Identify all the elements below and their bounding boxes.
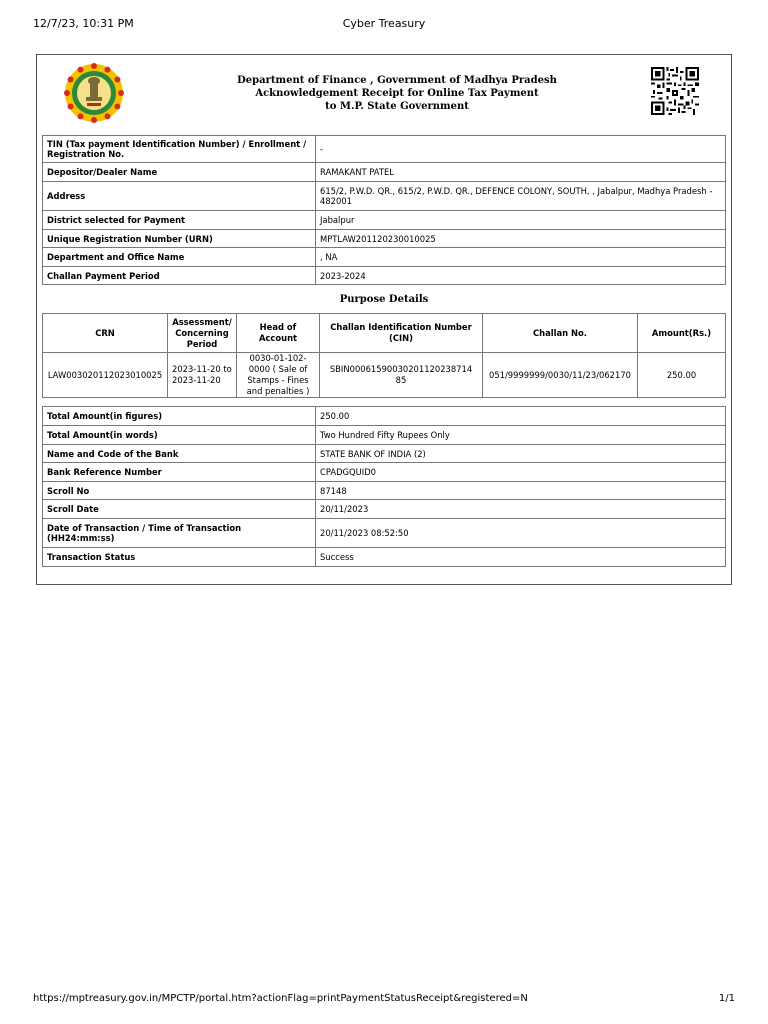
payer-info-table xyxy=(42,135,726,285)
bank-value: STATE BANK OF INDIA (2) xyxy=(316,445,726,463)
receipt-frame xyxy=(36,54,732,585)
print-page-number: 1/1 xyxy=(718,993,735,1004)
bank-label: Name and Code of the Bank xyxy=(43,445,316,463)
cin-header: Challan Identification Number (CIN) xyxy=(320,314,483,353)
mp-government-emblem-icon xyxy=(64,63,124,123)
total-words-label: Total Amount(in words) xyxy=(43,426,316,445)
table-row xyxy=(43,500,726,519)
heading-line-receipt: Acknowledgement Receipt for Online Tax Payment xyxy=(255,88,539,99)
address-label: Address xyxy=(43,182,316,211)
scroll-date-value: 20/11/2023 xyxy=(316,500,726,519)
purpose-details-table xyxy=(42,313,726,398)
amount-header: Amount(Rs.) xyxy=(638,314,726,353)
total-figures-value: 250.00 xyxy=(316,407,726,426)
table-row xyxy=(43,463,726,482)
heading-line-department: Department of Finance , Government of Madhya Pradesh xyxy=(237,75,557,86)
crn-cell: LAW003020112023010025 xyxy=(43,353,168,398)
transaction-status-value: Success xyxy=(316,548,726,567)
scroll-no-value: 87148 xyxy=(316,482,726,500)
total-words-value: Two Hundred Fifty Rupees Only xyxy=(316,426,726,445)
print-title: Cyber Treasury xyxy=(342,17,426,30)
table-row xyxy=(43,136,726,163)
head-of-account-header: Head of Account xyxy=(237,314,320,353)
total-figures-label: Total Amount(in figures) xyxy=(43,407,316,426)
table-row xyxy=(43,482,726,500)
district-value: Jabalpur xyxy=(316,211,726,230)
table-row xyxy=(43,163,726,182)
cin-cell: SBIN00061590030201120238714 85 xyxy=(320,353,483,398)
scroll-date-label: Scroll Date xyxy=(43,500,316,519)
transaction-details-table xyxy=(42,406,726,567)
scroll-no-label: Scroll No xyxy=(43,482,316,500)
transaction-status-label: Transaction Status xyxy=(43,548,316,567)
table-row xyxy=(43,248,726,267)
qr-code-icon xyxy=(651,67,699,115)
payment-period-label: Challan Payment Period xyxy=(43,267,316,285)
bank-reference-label: Bank Reference Number xyxy=(43,463,316,482)
table-row xyxy=(43,548,726,567)
table-row xyxy=(43,519,726,548)
heading-line-government: to M.P. State Government xyxy=(325,101,469,112)
urn-value: MPTLAW201120230010025 xyxy=(316,230,726,248)
print-header xyxy=(33,17,735,33)
challan-no-header: Challan No. xyxy=(483,314,638,353)
tin-value: - xyxy=(316,136,726,163)
print-url: https://mptreasury.gov.in/MPCTP/portal.htm?actionFlag=printPaymentStatusReceipt&registered=N xyxy=(33,993,528,1004)
table-row xyxy=(43,182,726,211)
head-of-account-cell: 0030-01-102-0000 ( Sale of Stamps - Fines and penalties ) xyxy=(237,353,320,398)
table-row xyxy=(43,407,726,426)
department-value: , NA xyxy=(316,248,726,267)
payment-period-value: 2023-2024 xyxy=(316,267,726,285)
table-row xyxy=(43,353,726,398)
depositor-value: RAMAKANT PATEL xyxy=(316,163,726,182)
table-row xyxy=(43,267,726,285)
table-row xyxy=(43,211,726,230)
purpose-details-title: Purpose Details xyxy=(339,294,429,305)
district-label: District selected for Payment xyxy=(43,211,316,230)
assessment-cell: 2023-11-20 to 2023-11-20 xyxy=(168,353,237,398)
receipt-heading xyxy=(197,74,597,113)
table-row xyxy=(43,230,726,248)
urn-label: Unique Registration Number (URN) xyxy=(43,230,316,248)
table-header-row xyxy=(43,314,726,353)
table-row xyxy=(43,445,726,463)
table-row xyxy=(43,426,726,445)
tin-label: TIN (Tax payment Identification Number) / Enrollment / Registration No. xyxy=(43,136,316,163)
print-datetime: 12/7/23, 10:31 PM xyxy=(33,17,134,30)
amount-cell: 250.00 xyxy=(638,353,726,398)
transaction-date-value: 20/11/2023 08:52:50 xyxy=(316,519,726,548)
print-footer xyxy=(33,993,735,1009)
crn-header: CRN xyxy=(43,314,168,353)
department-label: Department and Office Name xyxy=(43,248,316,267)
challan-no-cell: 051/9999999/0030/11/23/062170 xyxy=(483,353,638,398)
depositor-label: Depositor/Dealer Name xyxy=(43,163,316,182)
transaction-date-label: Date of Transaction / Time of Transaction (HH24:mm:ss) xyxy=(43,519,316,548)
bank-reference-value: CPADGQUID0 xyxy=(316,463,726,482)
address-value: 615/2, P.W.D. QR., 615/2, P.W.D. QR., DEFENCE COLONY, SOUTH, , Jabalpur, Madhya Pradesh - 482001 xyxy=(316,182,726,211)
assessment-header: Assessment/ Concerning Period xyxy=(168,314,237,353)
